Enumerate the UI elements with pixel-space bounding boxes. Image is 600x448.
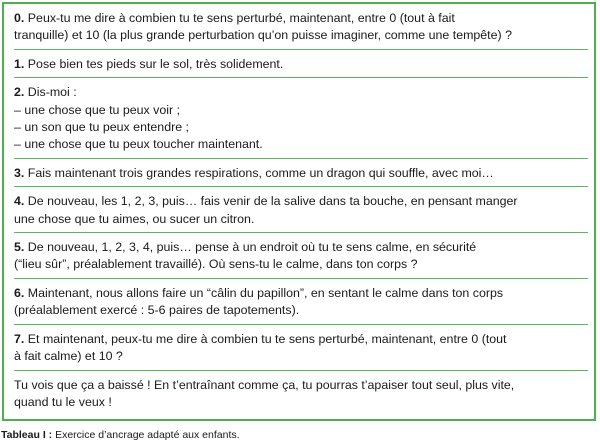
- step-number: 3.: [14, 165, 25, 180]
- step-3: [14, 165, 588, 187]
- caption-label: Tableau I :: [1, 429, 53, 441]
- step-number: 6.: [14, 285, 25, 300]
- list-item: – une chose que tu peux voir ;: [14, 102, 181, 117]
- step-text: Maintenant, nous allons faire un “câlin du papillon”, en sentant le calme dans ton corps: [27, 285, 504, 300]
- caption-text: Exercice d’ancrage adapté aux enfants.: [52, 429, 240, 441]
- step-4: [14, 193, 588, 233]
- step-text: Dis-moi :: [27, 85, 77, 100]
- step-line: [14, 56, 588, 73]
- step-line: (“lieu sûr”, préalablement travaillé). Où sens-tu le calme, dans ton corps ?: [14, 257, 418, 272]
- step-text: De nouveau, les 1, 2, 3, puis… fais venir de la salive dans ta bouche, en pensant manger: [27, 194, 518, 209]
- closing-line: Tu vois que ça a baissé ! En t’entraînant comme ça, tu pourras t’apaiser tout seul, plus vite,: [14, 377, 515, 392]
- step-number: 2.: [14, 85, 25, 100]
- list-item: – une chose que tu peux toucher maintenant.: [14, 137, 263, 152]
- step-number: 5.: [14, 240, 25, 255]
- step-2: [14, 84, 588, 159]
- step-7: [14, 331, 588, 371]
- step-5: [14, 239, 588, 279]
- step-text: Et maintenant, peux-tu me dire à combien tu te sens perturbé, maintenant, entre 0 (tout: [27, 331, 507, 346]
- step-line: à fait calme) et 10 ?: [14, 349, 123, 364]
- table-caption: [1, 428, 240, 442]
- step-line: [14, 193, 588, 210]
- step-number: 4.: [14, 194, 25, 209]
- list-item: – un son que tu peux entendre ;: [14, 120, 189, 135]
- step-text: Fais maintenant trois grandes respirations, comme un dragon qui souffle, avec moi…: [27, 165, 494, 180]
- step-text: Pose bien tes pieds sur le sol, très solidement.: [27, 56, 284, 71]
- step-number: 1.: [14, 56, 25, 71]
- step-line: (préalablement exercé : 5-6 paires de tapotements).: [14, 303, 300, 318]
- step-text: Peux-tu me dire à combien tu te sens perturbé, maintenant, entre 0 (tout à fait: [27, 11, 455, 25]
- step-line: [14, 165, 588, 182]
- step-number: 7.: [14, 331, 25, 346]
- step-1: [14, 56, 588, 78]
- exercise-table: [14, 10, 588, 415]
- step-line: [14, 331, 588, 348]
- step-line: [14, 239, 588, 256]
- step-line: [14, 10, 588, 27]
- step-line: tranquille) et 10 (la plus grande perturbation qu’on puisse imaginer, comme une tempête) ?: [14, 28, 512, 43]
- closing-note: [14, 377, 588, 416]
- step-6: [14, 285, 588, 325]
- step-number: 0.: [14, 11, 25, 25]
- step-line: une chose que tu aimes, ou sucer un citron.: [14, 211, 255, 226]
- step-line: [14, 84, 588, 101]
- step-line: [14, 285, 588, 302]
- closing-line: quand tu le veux !: [14, 394, 112, 409]
- step-0: [14, 10, 588, 50]
- step-text: De nouveau, 1, 2, 3, 4, puis… pense à un endroit où tu te sens calme, en sécurité: [27, 240, 477, 255]
